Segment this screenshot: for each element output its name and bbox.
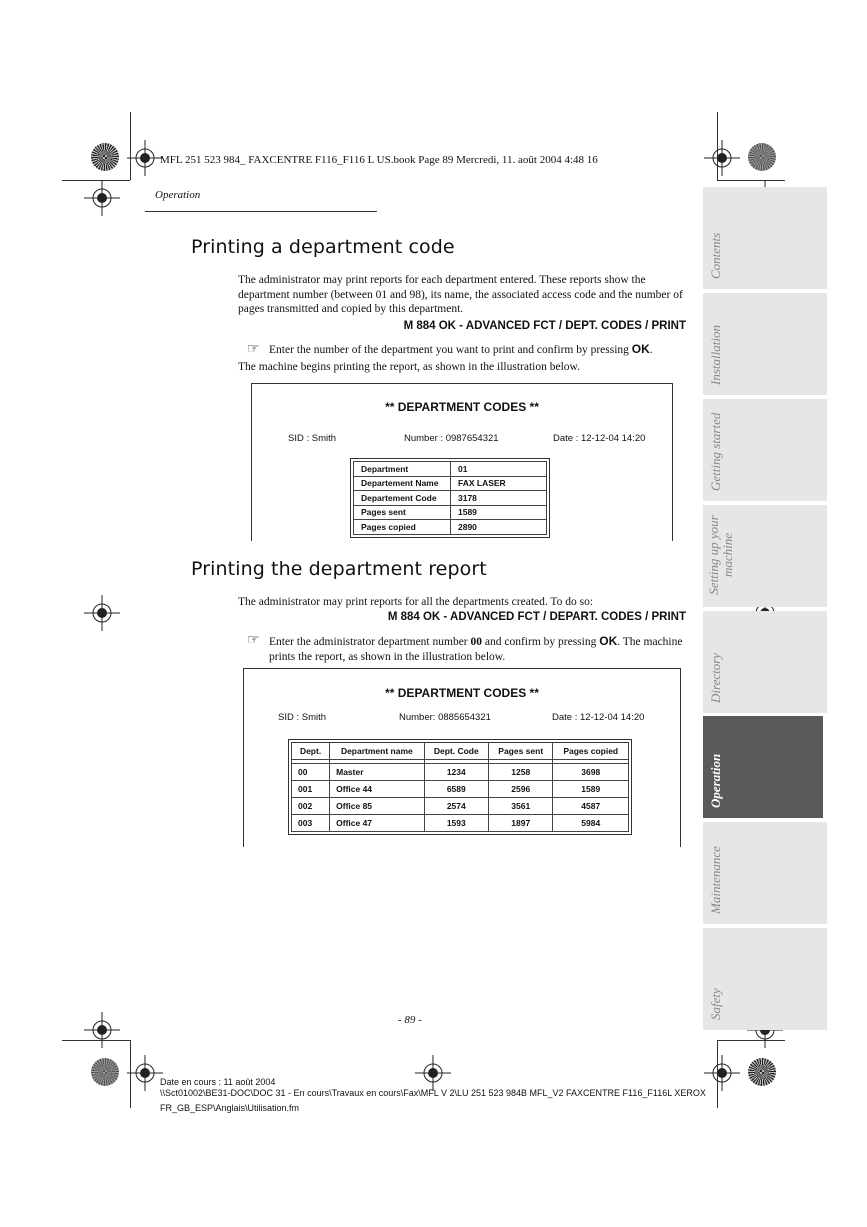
table-cell: 2574 bbox=[424, 798, 488, 815]
table-cell: 002 bbox=[292, 798, 330, 815]
department-number: 00 bbox=[470, 636, 483, 648]
step-text: and confirm by pressing bbox=[482, 636, 600, 648]
row-value: FAX LASER bbox=[451, 476, 547, 491]
footer-path: \\Sct01002\BE31-DOC\DOC 31 - En cours\Travaux en cours\Fax\MFL V 2\LU 251 523 984B MFL_V2 FAXCENTRE F116_F116L XEROX bbox=[160, 1088, 706, 1098]
instruction-step bbox=[269, 634, 689, 664]
table-cell: 00 bbox=[292, 764, 330, 781]
ok-key: OK bbox=[631, 342, 650, 356]
row-label: Pages copied bbox=[354, 520, 451, 535]
table-cell: 1234 bbox=[424, 764, 488, 781]
tab-label: Contents bbox=[708, 232, 723, 279]
table-cell: 6589 bbox=[424, 781, 488, 798]
section-title: Printing a department code bbox=[191, 236, 455, 258]
table-cell: 001 bbox=[292, 781, 330, 798]
report-sid: SID : Smith bbox=[288, 433, 337, 444]
tab-getting-started[interactable] bbox=[703, 399, 827, 501]
table-cell: 1589 bbox=[553, 781, 629, 798]
pointing-hand-icon: ☞ bbox=[247, 342, 260, 357]
step-text: . The machine prints the report, as shown in the illustration below. bbox=[269, 636, 683, 663]
section-intro: The administrator may print reports for all the departments created. To do so: bbox=[238, 596, 594, 608]
table-cell: 1897 bbox=[489, 815, 553, 832]
registration-mark-icon bbox=[127, 140, 163, 176]
table-row bbox=[354, 476, 547, 491]
step-text: Enter the number of the department you want to print and confirm by pressing bbox=[269, 344, 632, 356]
report-sid: SID : Smith bbox=[278, 712, 327, 723]
row-label: Departement Code bbox=[354, 491, 451, 506]
step-text: . bbox=[649, 344, 653, 356]
registration-mark-icon bbox=[84, 180, 120, 216]
table-cell: 2596 bbox=[489, 781, 553, 798]
page-number: - 89 - bbox=[398, 1014, 422, 1026]
tab-label: Maintenance bbox=[708, 846, 723, 914]
column-header: Pages copied bbox=[553, 743, 629, 760]
tab-label: Getting started bbox=[708, 412, 723, 491]
ok-key: OK bbox=[599, 634, 618, 648]
registration-mark-icon bbox=[415, 1055, 451, 1091]
table-row bbox=[292, 798, 629, 815]
report-date: Date : 12-12-04 14:20 bbox=[553, 433, 646, 444]
table-cell: 1593 bbox=[424, 815, 488, 832]
table-cell: 3698 bbox=[553, 764, 629, 781]
table-row bbox=[354, 505, 547, 520]
book-header: MFL 251 523 984_ FAXCENTRE F116_F116 L US.book Page 89 Mercredi, 11. août 2004 4:48 16 bbox=[160, 154, 598, 166]
report-number: Number: 0885654321 bbox=[399, 712, 491, 723]
result-text: The machine begins printing the report, as shown in the illustration below. bbox=[238, 361, 580, 373]
table-cell: 1258 bbox=[489, 764, 553, 781]
row-value: 3178 bbox=[451, 491, 547, 506]
tab-maintenance[interactable] bbox=[703, 822, 827, 924]
tab-label: Installation bbox=[708, 325, 723, 385]
report-title: ** DEPARTMENT CODES ** bbox=[385, 400, 539, 414]
color-target-icon bbox=[748, 143, 776, 171]
table-row bbox=[292, 815, 629, 832]
table-cell: Office 44 bbox=[330, 781, 424, 798]
tab-setting-up-your-machine[interactable] bbox=[703, 505, 827, 607]
table-cell: 003 bbox=[292, 815, 330, 832]
section-title: Printing the department report bbox=[191, 558, 487, 580]
tab-operation[interactable] bbox=[703, 716, 823, 818]
report-illustration bbox=[251, 383, 673, 541]
row-label: Pages sent bbox=[354, 505, 451, 520]
tab-label: Setting up your machine bbox=[706, 515, 735, 595]
report-date: Date : 12-12-04 14:20 bbox=[552, 712, 645, 723]
table-cell: 3561 bbox=[489, 798, 553, 815]
chapter-divider bbox=[145, 211, 377, 212]
table-cell: 5984 bbox=[553, 815, 629, 832]
registration-mark-icon bbox=[704, 140, 740, 176]
tab-label: Safety bbox=[708, 988, 723, 1020]
color-target-icon bbox=[91, 143, 119, 171]
chapter-label: Operation bbox=[155, 189, 201, 201]
row-value: 2890 bbox=[451, 520, 547, 535]
column-header: Dept. Code bbox=[424, 743, 488, 760]
table-row bbox=[354, 520, 547, 535]
menu-command: M 884 OK - ADVANCED FCT / DEPT. CODES / PRINT bbox=[403, 320, 686, 332]
registration-mark-icon bbox=[127, 1055, 163, 1091]
tab-contents[interactable] bbox=[703, 187, 827, 289]
menu-command: M 884 OK - ADVANCED FCT / DEPART. CODES / PRINT bbox=[387, 611, 686, 623]
registration-mark-icon bbox=[84, 1012, 120, 1048]
step-text: Enter the administrator department number bbox=[269, 636, 471, 648]
report-illustration bbox=[243, 668, 681, 847]
table-cell: Master bbox=[330, 764, 424, 781]
tab-label: Directory bbox=[708, 652, 723, 703]
row-label: Department bbox=[354, 462, 451, 477]
report-number: Number : 0987654321 bbox=[404, 433, 499, 444]
color-target-icon bbox=[748, 1058, 776, 1086]
department-table bbox=[353, 461, 547, 535]
tab-label: Operation bbox=[708, 753, 723, 808]
footer-file: FR_GB_ESP\Anglais\Utilisation.fm bbox=[160, 1103, 300, 1113]
table-row bbox=[354, 462, 547, 477]
tab-safety[interactable] bbox=[703, 928, 827, 1030]
report-title: ** DEPARTMENT CODES ** bbox=[385, 686, 539, 700]
footer-date: Date en cours : 11 août 2004 bbox=[160, 1077, 276, 1087]
registration-mark-icon bbox=[704, 1055, 740, 1091]
departments-table bbox=[291, 742, 629, 832]
row-label: Departement Name bbox=[354, 476, 451, 491]
column-header: Dept. bbox=[292, 743, 330, 760]
table-cell: Office 85 bbox=[330, 798, 424, 815]
row-value: 01 bbox=[451, 462, 547, 477]
instruction-step bbox=[269, 342, 689, 358]
row-value: 1589 bbox=[451, 505, 547, 520]
section-intro: The administrator may print reports for each department entered. These reports show the department number (between 01 and 98), its name, the associated access code and the number of pages transmitted and copied by this department. bbox=[238, 274, 683, 315]
table-cell: Office 47 bbox=[330, 815, 424, 832]
table-row bbox=[292, 764, 629, 781]
table-row bbox=[292, 781, 629, 798]
pointing-hand-icon: ☞ bbox=[247, 633, 260, 648]
column-header: Pages sent bbox=[489, 743, 553, 760]
table-cell: 4587 bbox=[553, 798, 629, 815]
column-header: Department name bbox=[330, 743, 424, 760]
tab-directory[interactable] bbox=[703, 611, 827, 713]
color-target-icon bbox=[91, 1058, 119, 1086]
tab-installation[interactable] bbox=[703, 293, 827, 395]
table-row bbox=[354, 491, 547, 506]
registration-mark-icon bbox=[84, 595, 120, 631]
